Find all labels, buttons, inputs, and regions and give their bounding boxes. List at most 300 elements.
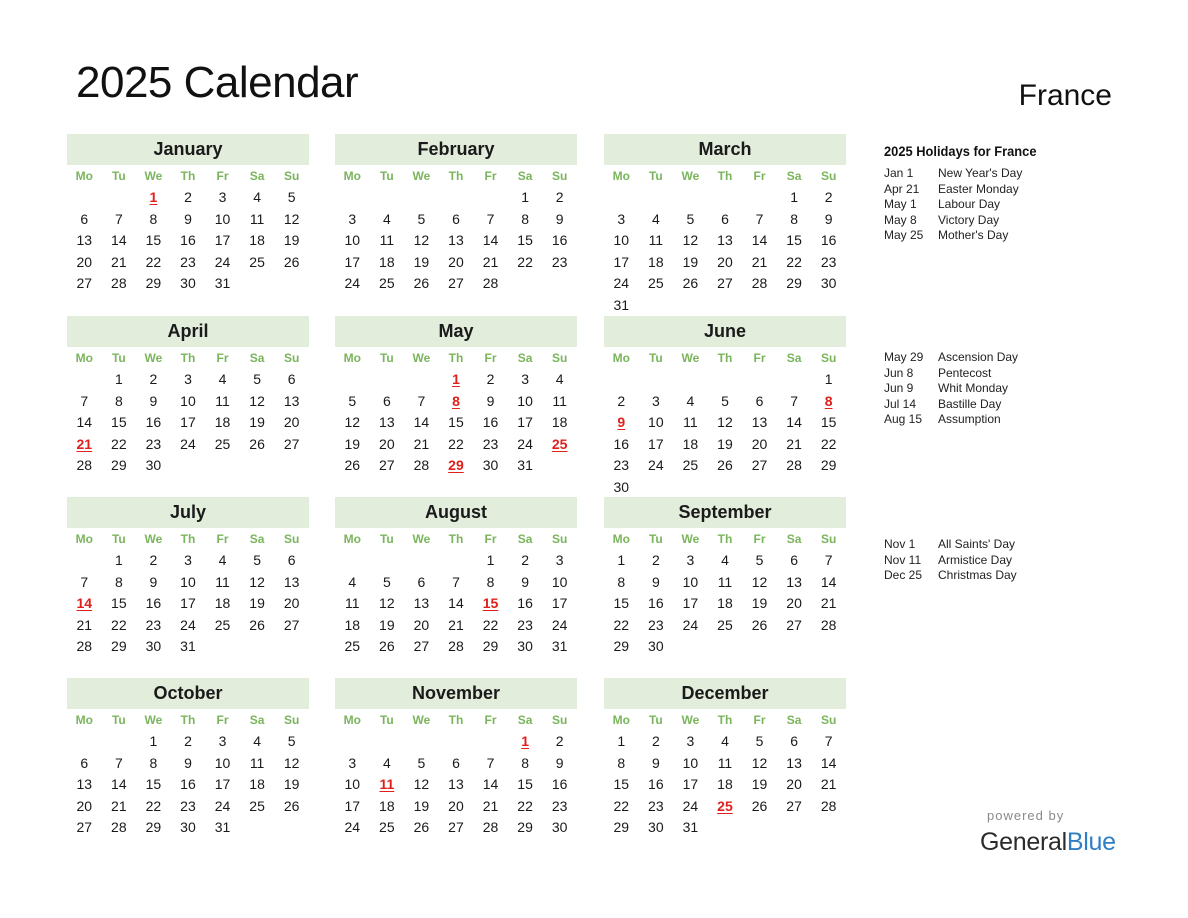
holiday-item	[884, 537, 1104, 553]
week-row	[335, 753, 577, 775]
week-row	[67, 753, 309, 775]
holidays-title: 2025 Holidays for France	[884, 143, 1037, 159]
empty-cell	[742, 187, 777, 209]
empty-cell	[274, 817, 309, 839]
empty-cell	[240, 455, 275, 477]
weekday-label: We	[412, 532, 431, 546]
holiday-item	[884, 166, 1104, 182]
day-cell: 22	[111, 616, 127, 633]
holiday-name: Armistice Day	[938, 552, 1013, 567]
holiday-item	[884, 366, 1104, 382]
day-cell: 2	[824, 189, 833, 205]
empty-cell	[777, 477, 812, 499]
day-cell: 24	[648, 457, 664, 474]
day-cell: 5	[253, 552, 261, 568]
day-cell: 1	[790, 189, 798, 205]
weekday-label: Fr	[753, 169, 766, 183]
day-cell: 12	[283, 210, 300, 227]
day-cell: 4	[721, 733, 729, 749]
empty-cell	[171, 455, 206, 477]
day-cell: 13	[448, 776, 464, 793]
month-june	[604, 316, 846, 499]
day-cell: 2	[184, 189, 192, 205]
day-cell: 16	[648, 595, 664, 612]
weekday-label: Mo	[75, 713, 93, 727]
week-row	[604, 295, 846, 317]
day-cell: 13	[413, 595, 430, 612]
day-cell: 14	[111, 232, 127, 249]
day-cell: 8	[486, 573, 495, 590]
day-cell: 21	[413, 435, 430, 452]
empty-cell	[439, 550, 474, 572]
day-cell: 20	[751, 435, 768, 452]
week-row	[335, 455, 577, 477]
month-july	[67, 497, 309, 658]
day-cell: 22	[145, 253, 162, 270]
day-cell: 19	[249, 414, 265, 431]
day-cell: 22	[613, 797, 630, 814]
day-cell: 25	[249, 797, 265, 814]
weekday-label: Th	[448, 351, 464, 365]
day-cell: 28	[111, 275, 127, 292]
day-cell: 7	[80, 392, 89, 409]
day-cell: 10	[214, 754, 231, 771]
empty-cell	[639, 477, 674, 499]
day-cell: 31	[613, 296, 630, 313]
week-row	[604, 572, 846, 594]
empty-cell	[102, 731, 137, 753]
day-cell: 1	[114, 371, 123, 387]
day-cell: 10	[344, 776, 361, 793]
day-cell: 5	[417, 210, 426, 227]
day-cell: 11	[717, 754, 733, 771]
weekday-label: Tu	[379, 351, 394, 365]
month-header: February	[335, 134, 577, 165]
holiday-name: Assumption	[938, 412, 1001, 427]
day-cell: 14	[820, 754, 837, 771]
weekday-label: Th	[180, 351, 196, 365]
weekday-label: Th	[448, 169, 464, 183]
weekday-label: Su	[283, 169, 300, 183]
weekday-label: Fr	[484, 532, 497, 546]
holiday-date: 8	[824, 392, 833, 409]
weekday-label: Mo	[612, 169, 630, 183]
empty-cell	[67, 369, 102, 391]
month-april	[67, 316, 309, 477]
month-header: March	[604, 134, 846, 165]
empty-cell	[370, 187, 405, 209]
holiday-date-label: Nov 11	[884, 552, 922, 567]
day-cell: 21	[820, 595, 837, 612]
day-cell: 27	[448, 275, 464, 292]
day-cell: 18	[249, 232, 265, 249]
month-february	[335, 134, 577, 295]
day-cell: 11	[215, 573, 230, 590]
day-cell: 17	[517, 414, 533, 431]
day-cell: 6	[452, 210, 460, 227]
day-cell: 11	[683, 414, 698, 431]
week-row	[335, 572, 577, 594]
day-cell: 6	[80, 754, 89, 771]
week-row	[335, 593, 577, 615]
week-row	[67, 550, 309, 572]
holiday-date-label: Jun 8	[884, 365, 914, 380]
day-cell: 8	[617, 754, 626, 771]
empty-cell	[205, 636, 240, 658]
day-cell: 7	[824, 733, 833, 749]
week-row	[67, 391, 309, 413]
day-cell: 4	[218, 371, 227, 387]
day-cell: 5	[348, 392, 357, 409]
day-cell: 22	[517, 253, 533, 270]
week-row	[335, 434, 577, 456]
day-cell: 20	[717, 253, 733, 270]
empty-cell	[742, 369, 777, 391]
weekday-label: Fr	[484, 351, 497, 365]
empty-cell	[370, 550, 405, 572]
weekday-label: Su	[283, 351, 300, 365]
weekday-label: Th	[717, 169, 733, 183]
weekday-label: Sa	[517, 713, 533, 727]
day-cell: 8	[790, 210, 798, 227]
day-cell: 30	[180, 819, 196, 836]
holiday-date: 21	[76, 435, 93, 452]
day-cell: 23	[180, 253, 196, 270]
day-cell: 4	[218, 552, 227, 568]
day-cell: 5	[755, 733, 764, 749]
week-row	[335, 369, 577, 391]
day-cell: 30	[648, 638, 664, 655]
day-cell: 29	[613, 638, 630, 655]
day-cell: 1	[114, 552, 123, 568]
day-cell: 6	[382, 392, 391, 409]
holiday-date: 8	[452, 392, 460, 409]
month-august	[335, 497, 577, 658]
day-cell: 16	[551, 776, 568, 793]
weekday-label: We	[144, 713, 163, 727]
day-cell: 11	[249, 210, 265, 227]
day-cell: 5	[417, 754, 426, 771]
week-row	[67, 796, 309, 818]
day-cell: 21	[786, 435, 802, 452]
week-row	[67, 230, 309, 252]
empty-cell	[777, 636, 812, 658]
brand-logo	[980, 826, 1120, 858]
day-cell: 28	[413, 457, 430, 474]
week-row	[67, 434, 309, 456]
day-cell: 20	[448, 797, 464, 814]
month-january	[67, 134, 309, 295]
weekday-label: Sa	[249, 532, 265, 546]
empty-cell	[404, 550, 439, 572]
day-cell: 7	[790, 392, 798, 409]
week-row	[67, 273, 309, 295]
holiday-list-group	[884, 537, 1104, 584]
day-cell: 8	[149, 210, 158, 227]
week-row	[335, 817, 577, 839]
empty-cell	[240, 636, 275, 658]
month-header: October	[67, 678, 309, 709]
day-cell: 14	[76, 414, 93, 431]
week-row	[604, 252, 846, 274]
empty-cell	[673, 187, 708, 209]
week-row	[604, 187, 846, 209]
day-cell: 29	[145, 275, 162, 292]
day-cell: 6	[790, 733, 798, 749]
day-cell: 3	[651, 392, 660, 409]
day-cell: 30	[613, 478, 630, 495]
weekday-label: Th	[717, 351, 733, 365]
empty-cell	[542, 455, 577, 477]
empty-cell	[742, 477, 777, 499]
day-cell: 10	[214, 210, 231, 227]
empty-cell	[67, 550, 102, 572]
day-cell: 24	[180, 616, 196, 633]
day-cell: 9	[824, 210, 833, 227]
empty-cell	[205, 455, 240, 477]
day-cell: 3	[521, 371, 529, 387]
weekday-label: Fr	[216, 169, 229, 183]
day-cell: 5	[721, 392, 729, 409]
day-cell: 14	[482, 232, 499, 249]
day-cell: 28	[76, 457, 93, 474]
day-cell: 2	[149, 371, 158, 387]
week-row	[604, 434, 846, 456]
weekday-label: Tu	[648, 351, 663, 365]
day-cell: 15	[111, 414, 127, 431]
day-cell: 13	[283, 573, 300, 590]
day-cell: 20	[413, 616, 430, 633]
day-cell: 5	[382, 573, 391, 590]
day-cell: 11	[648, 232, 664, 249]
day-cell: 8	[114, 392, 123, 409]
holiday-date: 11	[379, 776, 395, 793]
day-cell: 17	[551, 595, 568, 612]
empty-cell	[639, 295, 674, 317]
day-cell: 15	[786, 232, 802, 249]
day-cell: 9	[149, 573, 158, 590]
empty-cell	[67, 187, 102, 209]
day-cell: 31	[214, 275, 231, 292]
day-cell: 26	[379, 638, 395, 655]
day-cell: 19	[283, 232, 300, 249]
day-cell: 20	[283, 595, 300, 612]
day-cell: 14	[482, 776, 499, 793]
weekday-label: Tu	[111, 532, 126, 546]
day-cell: 27	[379, 457, 395, 474]
week-row	[604, 636, 846, 658]
day-cell: 27	[751, 457, 768, 474]
day-cell: 29	[482, 638, 499, 655]
weekday-label: Fr	[216, 532, 229, 546]
day-cell: 7	[114, 210, 123, 227]
holiday-date-label: Aug 15	[884, 412, 923, 427]
weekday-label: Mo	[612, 351, 630, 365]
day-cell: 15	[613, 776, 630, 793]
holiday-date: 25	[717, 797, 733, 814]
weekday-label: We	[144, 169, 163, 183]
day-cell: 17	[214, 232, 231, 249]
day-cell: 28	[820, 797, 837, 814]
day-cell: 31	[682, 819, 699, 836]
weekday-label: Sa	[249, 351, 265, 365]
holiday-date: 1	[521, 733, 529, 749]
weekday-label: Sa	[786, 351, 802, 365]
day-cell: 17	[344, 253, 361, 270]
day-cell: 3	[617, 210, 626, 227]
week-row	[67, 817, 309, 839]
week-row	[335, 230, 577, 252]
holiday-name: New Year's Day	[938, 166, 1023, 180]
week-row	[604, 230, 846, 252]
day-cell: 3	[348, 210, 357, 227]
week-row	[604, 731, 846, 753]
weekday-header-row	[604, 709, 846, 731]
weekday-label: Tu	[379, 169, 394, 183]
week-row	[67, 252, 309, 274]
day-cell: 24	[517, 435, 533, 452]
day-cell: 29	[145, 819, 162, 836]
day-cell: 12	[751, 573, 768, 590]
day-cell: 1	[617, 552, 626, 568]
week-row	[604, 391, 846, 413]
day-cell: 23	[648, 616, 664, 633]
weekday-label: Tu	[379, 532, 394, 546]
weekday-header-row	[67, 347, 309, 369]
day-cell: 24	[214, 253, 231, 270]
month-september	[604, 497, 846, 658]
day-cell: 12	[379, 595, 395, 612]
brand-part-blue: Blue	[1066, 828, 1116, 856]
weekday-label: Sa	[786, 713, 802, 727]
country-name: France	[1018, 79, 1112, 112]
day-cell: 13	[786, 754, 802, 771]
week-row	[335, 187, 577, 209]
day-cell: 14	[820, 573, 837, 590]
day-cell: 7	[486, 754, 495, 771]
month-december	[604, 678, 846, 839]
weekday-label: Su	[283, 713, 300, 727]
day-cell: 4	[382, 754, 391, 771]
holiday-name: Whit Monday	[938, 381, 1009, 396]
empty-cell	[508, 273, 543, 295]
week-row	[604, 273, 846, 295]
empty-cell	[370, 731, 405, 753]
holiday-item	[884, 350, 1104, 366]
weekday-header-row	[604, 165, 846, 187]
weekday-header-row	[335, 528, 577, 550]
page-title: 2025 Calendar	[76, 58, 359, 107]
weekday-label: Su	[551, 532, 568, 546]
day-cell: 25	[717, 616, 733, 633]
day-cell: 15	[517, 232, 533, 249]
day-cell: 7	[486, 210, 495, 227]
day-cell: 4	[253, 733, 261, 749]
empty-cell	[811, 636, 846, 658]
day-cell: 15	[448, 414, 464, 431]
day-cell: 15	[820, 414, 837, 431]
holiday-name: Bastille Day	[938, 396, 1002, 411]
day-cell: 28	[76, 638, 93, 655]
holiday-date-label: Jul 14	[884, 396, 917, 411]
day-cell: 28	[482, 275, 499, 292]
day-cell: 16	[613, 435, 630, 452]
day-cell: 23	[145, 616, 162, 633]
empty-cell	[542, 273, 577, 295]
week-row	[335, 796, 577, 818]
day-cell: 18	[379, 797, 395, 814]
weekday-label: Fr	[753, 532, 766, 546]
day-cell: 18	[344, 616, 361, 633]
day-cell: 18	[214, 595, 231, 612]
day-cell: 18	[648, 253, 664, 270]
empty-cell	[370, 369, 405, 391]
empty-cell	[777, 817, 812, 839]
day-cell: 8	[149, 754, 158, 771]
weekday-label: Tu	[648, 169, 663, 183]
day-cell: 17	[648, 435, 664, 452]
week-row	[604, 593, 846, 615]
day-cell: 15	[145, 232, 162, 249]
day-cell: 9	[555, 210, 564, 227]
day-cell: 31	[551, 638, 568, 655]
day-cell: 23	[648, 797, 664, 814]
day-cell: 29	[111, 457, 127, 474]
weekday-label: Fr	[216, 351, 229, 365]
day-cell: 21	[111, 797, 127, 814]
day-cell: 14	[111, 776, 127, 793]
day-cell: 1	[149, 733, 158, 749]
empty-cell	[240, 817, 275, 839]
day-cell: 26	[717, 457, 733, 474]
day-cell: 19	[283, 776, 300, 793]
day-cell: 7	[452, 573, 460, 590]
day-cell: 9	[184, 754, 192, 771]
day-cell: 24	[344, 819, 361, 836]
day-cell: 8	[114, 573, 123, 590]
weekday-label: Th	[180, 713, 196, 727]
day-cell: 23	[180, 797, 196, 814]
day-cell: 10	[344, 232, 361, 249]
weekday-label: Fr	[753, 713, 766, 727]
weekday-header-row	[67, 165, 309, 187]
empty-cell	[639, 187, 674, 209]
day-cell: 10	[682, 573, 699, 590]
day-cell: 6	[287, 371, 296, 387]
day-cell: 24	[551, 616, 568, 633]
day-cell: 21	[111, 253, 127, 270]
day-cell: 11	[552, 392, 567, 409]
day-cell: 26	[249, 616, 265, 633]
day-cell: 2	[651, 733, 660, 749]
day-cell: 1	[521, 189, 529, 205]
day-cell: 2	[617, 392, 626, 409]
weekday-label: Th	[180, 169, 196, 183]
weekday-label: Tu	[648, 713, 663, 727]
day-cell: 3	[348, 754, 357, 771]
empty-cell	[673, 477, 708, 499]
empty-cell	[708, 636, 743, 658]
day-cell: 9	[521, 573, 529, 590]
weekday-label: Sa	[249, 169, 265, 183]
day-cell: 8	[521, 210, 529, 227]
holiday-item	[884, 213, 1104, 229]
weekday-label: Sa	[517, 532, 533, 546]
month-header: August	[335, 497, 577, 528]
day-cell: 5	[686, 210, 695, 227]
weekday-label: Th	[717, 532, 733, 546]
day-cell: 6	[721, 210, 729, 227]
